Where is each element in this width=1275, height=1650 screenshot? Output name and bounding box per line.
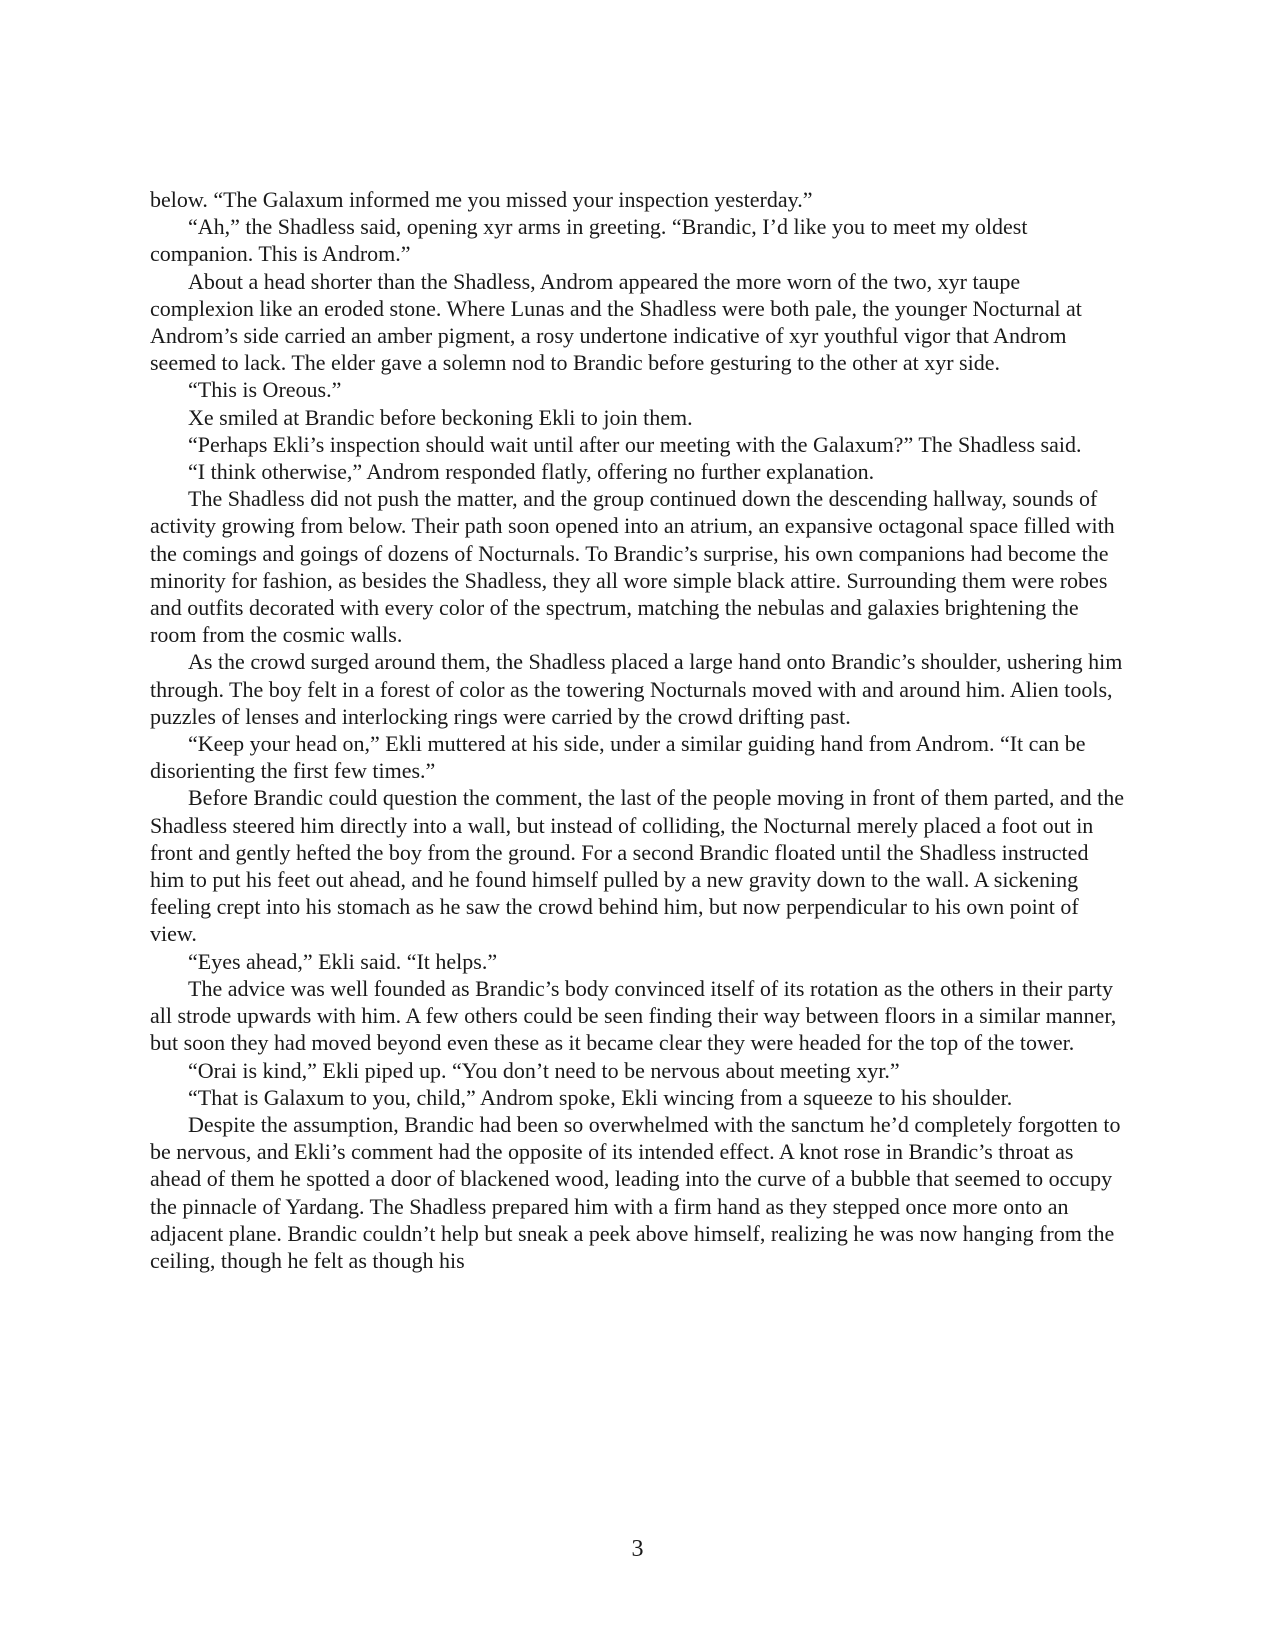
- paragraph: “Keep your head on,” Ekli muttered at his side, under a similar guiding hand from Androm. “It can be disorienting the first few times.”: [150, 731, 1086, 784]
- paragraph: Xe smiled at Brandic before beckoning Ekli to join them.: [188, 404, 693, 430]
- paragraph: “I think otherwise,” Androm responded flatly, offering no further explanation.: [188, 459, 875, 485]
- paragraph: The Shadless did not push the matter, and the group continued down the descending hallway, sounds of activity growing from below. Their path soon opened into an atrium, an expansive octagonal space filled with the comings and goings of dozens of Nocturnals. To Brandic’s surprise, his own companions had become the minority for fashion, as besides the Shadless, they all wore simple black attire. Surrounding them were robes and outfits decorated with every color of the spectrum, matching the nebulas and galaxies brightening the room from the cosmic walls.: [150, 486, 1115, 648]
- paragraph: As the crowd surged around them, the Shadless placed a large hand onto Brandic’s shoulder, ushering him through. The boy felt in a forest of color as the towering Nocturnals moved with and around him. Alien tools, puzzles of lenses and interlocking rings were carried by the crowd drifting past.: [150, 649, 1123, 729]
- paragraph: About a head shorter than the Shadless, Androm appeared the more worn of the two, xyr taupe complexion like an eroded stone. Where Lunas and the Shadless were both pale, the younger Nocturnal at Androm’s side carried an amber pigment, a rosy undertone indicative of xyr youthful vigor that Androm seemed to lack. The elder gave a solemn nod to Brandic before gesturing to the other at xyr side.: [150, 268, 1082, 376]
- paragraph: Despite the assumption, Brandic had been so overwhelmed with the sanctum he’d completely forgotten to be nervous, and Ekli’s comment had the opposite of its intended effect. A knot rose in Brandic’s throat as ahead of them he spotted a door of blackened wood, leading into the curve of a bubble that seemed to occupy the pinnacle of Yardang. The Shadless prepared him with a firm hand as they stepped once more onto an adjacent plane. Brandic couldn’t help but sneak a peek above himself, realizing he was now hanging from the ceiling, though he felt as though his: [150, 1111, 1121, 1273]
- paragraph: “Ah,” the Shadless said, opening xyr arms in greeting. “Brandic, I’d like you to meet my oldest companion. This is Androm.”: [150, 214, 1028, 267]
- paragraph: “Perhaps Ekli’s inspection should wait until after our meeting with the Galaxum?” The Shadless said.: [188, 431, 1082, 457]
- paragraph: “This is Oreous.”: [188, 377, 342, 403]
- paragraph: “Eyes ahead,” Ekli said. “It helps.”: [188, 948, 498, 974]
- paragraph-continuation: below. “The Galaxum informed me you missed your inspection yesterday.”: [150, 187, 813, 212]
- page-number: 3: [631, 1536, 644, 1562]
- paragraph: The advice was well founded as Brandic’s body convinced itself of its rotation as the others in their party all strode upwards with him. A few others could be seen finding their way between floors in a similar manner, but soon they had moved beyond even these as it became clear they were headed for the top of the tower.: [150, 975, 1117, 1056]
- paragraph: Before Brandic could question the comment, the last of the people moving in front of them parted, and the Shadless steered him directly into a wall, but instead of colliding, the Nocturnal merely placed a foot out in front and gently hefted the boy from the ground. For a second Brandic floated until the Shadless instructed him to put his feet out ahead, and he found himself pulled by a new gravity down to the wall. A sickening feeling crept into his stomach as he saw the crowd behind him, but now perpendicular to his own point of view.: [150, 785, 1124, 947]
- paragraph: “Orai is kind,” Ekli piped up. “You don’t need to be nervous about meeting xyr.”: [188, 1057, 900, 1083]
- paragraph: “That is Galaxum to you, child,” Androm spoke, Ekli wincing from a squeeze to his shoulder.: [188, 1084, 1013, 1110]
- body-text: [150, 186, 1128, 1274]
